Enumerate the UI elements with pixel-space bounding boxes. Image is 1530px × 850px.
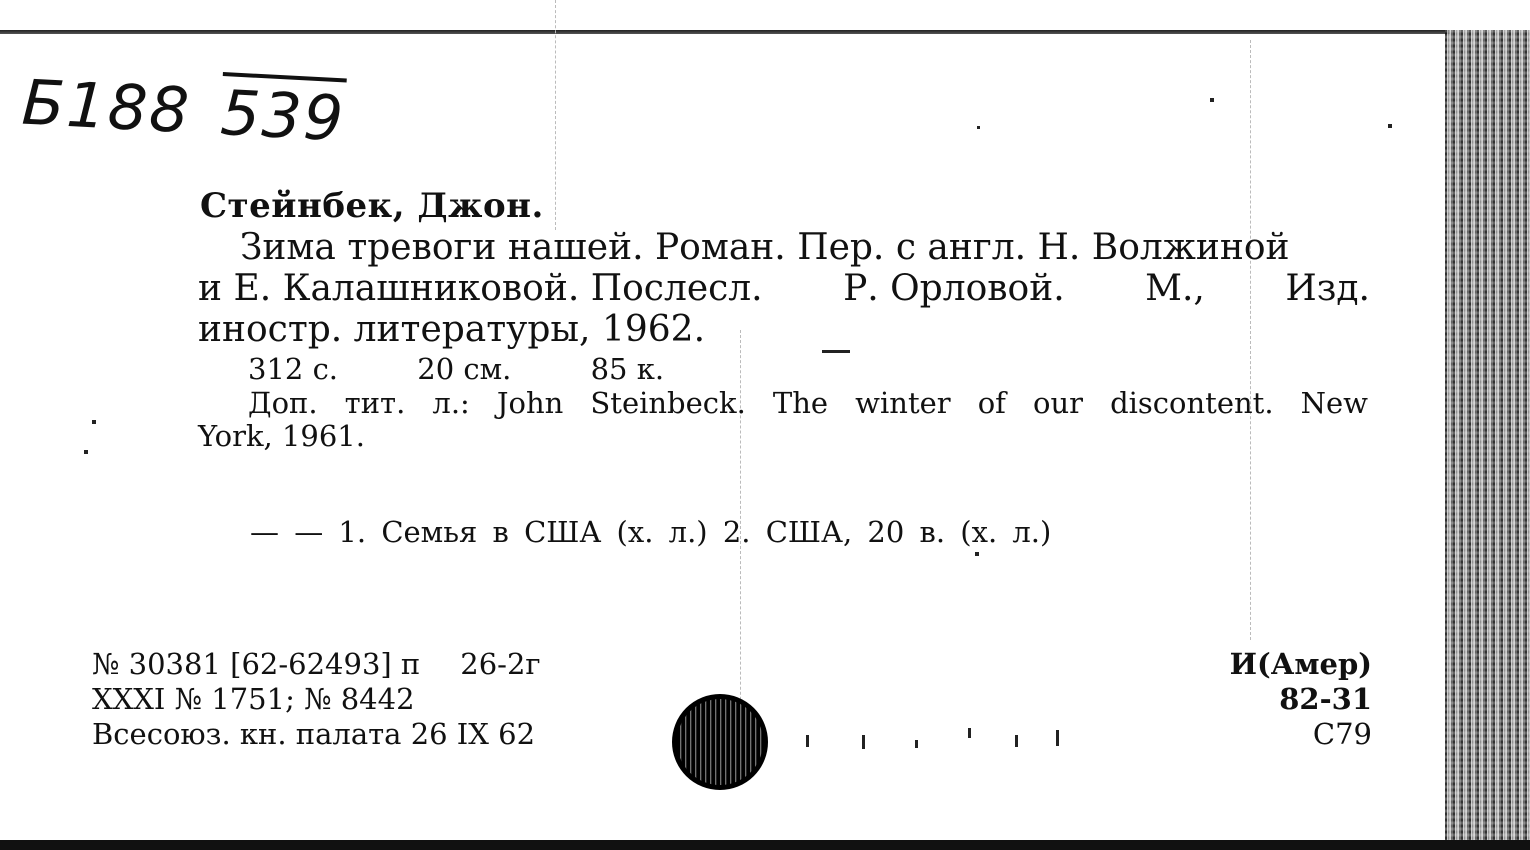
registration-row-1 bbox=[92, 647, 541, 682]
handwritten-code: Б188 bbox=[20, 65, 193, 148]
scan-speck bbox=[1210, 98, 1214, 102]
card-bottom-edge bbox=[0, 840, 1530, 850]
registration-row-2: XXXI № 1751; № 8442 bbox=[92, 682, 415, 716]
physical-description bbox=[248, 352, 734, 386]
handwritten-number: 539 bbox=[219, 72, 347, 152]
author-heading: Стейнбек, Джон. bbox=[200, 186, 544, 226]
description-segment: М., bbox=[1145, 268, 1205, 309]
order-code: 26-2г bbox=[460, 647, 541, 681]
additional-title-word: Steinbeck. bbox=[590, 386, 746, 420]
description-segment: Р. Орловой. bbox=[843, 268, 1065, 309]
card-right-edge-scan-noise bbox=[1445, 30, 1530, 850]
book-size: 20 см. bbox=[417, 352, 512, 386]
classification-block bbox=[1180, 647, 1372, 752]
additional-title-word: discontent. bbox=[1110, 386, 1274, 420]
scan-speck bbox=[1388, 124, 1392, 128]
author-mark: С79 bbox=[1312, 717, 1372, 751]
subject-headings: — — 1. Семья в США (х. л.) 2. США, 20 в. (х. л.) bbox=[250, 515, 1052, 549]
additional-title-word: тит. bbox=[344, 386, 406, 420]
description-line-2 bbox=[198, 268, 1370, 309]
registration-info bbox=[92, 647, 541, 752]
additional-title-word: Доп. bbox=[248, 386, 318, 420]
scan-speck bbox=[975, 552, 979, 556]
additional-title-word: winter bbox=[855, 386, 951, 420]
scan-speck bbox=[84, 450, 88, 454]
classification-code: И(Амер) bbox=[1229, 647, 1372, 681]
scan-speck bbox=[822, 350, 850, 353]
additional-title-word: of bbox=[977, 386, 1006, 420]
additional-title-word: The bbox=[772, 386, 829, 420]
scan-speck bbox=[806, 735, 809, 747]
scan-speck bbox=[862, 735, 865, 749]
description-line-3: иностр. литературы, 1962. bbox=[198, 309, 706, 350]
scan-speck bbox=[1015, 735, 1018, 747]
scan-speck bbox=[1056, 730, 1059, 746]
page-count: 312 с. bbox=[248, 352, 339, 386]
scan-speck bbox=[968, 728, 971, 738]
scan-speck bbox=[915, 740, 918, 748]
title-description bbox=[198, 227, 1370, 350]
description-line-1: Зима тревоги нашей. Роман. Пер. с англ. Н. Волжиной bbox=[240, 227, 1290, 268]
description-segment: и Е. Калашниковой. Послесл. bbox=[198, 268, 763, 309]
scan-speck bbox=[92, 420, 96, 424]
additional-title-word: John bbox=[496, 386, 564, 420]
additional-title-word: л.: bbox=[432, 386, 470, 420]
additional-title-line-1 bbox=[198, 387, 1368, 420]
additional-title-note bbox=[198, 387, 1368, 453]
scan-speck bbox=[977, 126, 980, 129]
registration-number: № 30381 [62-62493] п bbox=[92, 647, 421, 681]
registration-row-3: Всесоюз. кн. палата 26 IX 62 bbox=[92, 717, 536, 751]
scan-artifact-line bbox=[555, 0, 556, 230]
card-top-edge bbox=[0, 30, 1450, 34]
price: 85 к. bbox=[590, 352, 665, 386]
additional-title-word: our bbox=[1033, 386, 1083, 420]
punch-hole bbox=[672, 694, 768, 790]
handwritten-shelfmark bbox=[20, 62, 347, 156]
classification-index: 82-31 bbox=[1279, 682, 1372, 716]
description-segment: Изд. bbox=[1285, 268, 1370, 309]
additional-title-word: New bbox=[1300, 386, 1368, 420]
additional-title-line-2: York, 1961. bbox=[198, 419, 365, 453]
